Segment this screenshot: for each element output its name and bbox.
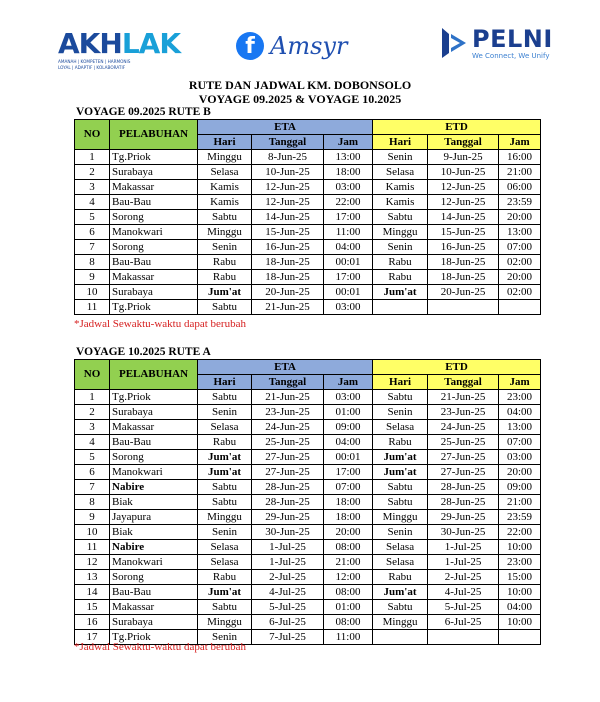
pelni-logo <box>440 26 553 61</box>
cell-etd-day: Rabu <box>373 270 428 285</box>
cell-eta-date: 1-Jul-25 <box>252 540 324 555</box>
cell-port: Makassar <box>110 600 198 615</box>
cell-port: Bau-Bau <box>110 195 198 210</box>
cell-eta-date: 27-Jun-25 <box>252 450 324 465</box>
cell-etd-day: Rabu <box>373 255 428 270</box>
cell-etd-time: 21:00 <box>499 495 541 510</box>
cell-eta-date: 18-Jun-25 <box>252 270 324 285</box>
cell-no: 5 <box>75 210 110 225</box>
table-row <box>75 240 541 255</box>
cell-port: Manokwari <box>110 555 198 570</box>
cell-etd-day: Senin <box>373 525 428 540</box>
cell-eta-time: 07:00 <box>324 480 373 495</box>
cell-etd-time: 07:00 <box>499 435 541 450</box>
cell-etd-date: 18-Jun-25 <box>428 270 499 285</box>
cell-eta-time: 00:01 <box>324 255 373 270</box>
cell-eta-time: 08:00 <box>324 585 373 600</box>
cell-etd-time: 23:00 <box>499 555 541 570</box>
cell-eta-time: 03:00 <box>324 300 373 315</box>
pelni-tagline: We Connect, We Unify <box>472 52 550 60</box>
header-etd-date: Tanggal <box>428 135 499 150</box>
cell-eta-date: 28-Jun-25 <box>252 480 324 495</box>
cell-etd-date <box>428 630 499 645</box>
cell-etd-time: 23:00 <box>499 390 541 405</box>
cell-etd-date <box>428 300 499 315</box>
cell-etd-date: 10-Jun-25 <box>428 165 499 180</box>
cell-eta-day: Sabtu <box>198 480 252 495</box>
cell-etd-date: 2-Jul-25 <box>428 570 499 585</box>
cell-eta-time: 04:00 <box>324 240 373 255</box>
cell-port: Biak <box>110 495 198 510</box>
cell-eta-day: Selasa <box>198 165 252 180</box>
cell-etd-time: 20:00 <box>499 210 541 225</box>
cell-no: 3 <box>75 180 110 195</box>
table-row <box>75 405 541 420</box>
cell-etd-date: 9-Jun-25 <box>428 150 499 165</box>
akhlak-logo <box>58 27 181 71</box>
cell-etd-date: 4-Jul-25 <box>428 585 499 600</box>
table-row <box>75 615 541 630</box>
cell-eta-time: 17:00 <box>324 270 373 285</box>
cell-eta-day: Rabu <box>198 255 252 270</box>
facebook-icon: f <box>236 32 264 60</box>
cell-eta-date: 21-Jun-25 <box>252 300 324 315</box>
voyage2-title: VOYAGE 10.2025 RUTE A <box>76 346 211 358</box>
table-row <box>75 165 541 180</box>
title-line-2: VOYAGE 09.2025 & VOYAGE 10.2025 <box>198 92 402 106</box>
cell-eta-date: 27-Jun-25 <box>252 465 324 480</box>
cell-eta-date: 10-Jun-25 <box>252 165 324 180</box>
cell-etd-day: Minggu <box>373 225 428 240</box>
table-row <box>75 465 541 480</box>
cell-eta-time: 08:00 <box>324 615 373 630</box>
cell-etd-day <box>373 630 428 645</box>
cell-eta-day: Rabu <box>198 435 252 450</box>
cell-eta-day: Sabtu <box>198 495 252 510</box>
cell-etd-date: 1-Jul-25 <box>428 555 499 570</box>
table-row <box>75 195 541 210</box>
table-row <box>75 600 541 615</box>
cell-eta-day: Sabtu <box>198 210 252 225</box>
cell-eta-day: Jum'at <box>198 450 252 465</box>
header-eta-date: Tanggal <box>252 375 324 390</box>
cell-eta-day: Minggu <box>198 510 252 525</box>
cell-port: Surabaya <box>110 615 198 630</box>
cell-etd-date: 28-Jun-25 <box>428 495 499 510</box>
cell-etd-time: 02:00 <box>499 285 541 300</box>
table-row <box>75 255 541 270</box>
cell-etd-date: 28-Jun-25 <box>428 480 499 495</box>
cell-no: 11 <box>75 300 110 315</box>
cell-etd-time: 06:00 <box>499 180 541 195</box>
cell-eta-time: 20:00 <box>324 525 373 540</box>
cell-no: 5 <box>75 450 110 465</box>
table-row <box>75 540 541 555</box>
cell-etd-time <box>499 300 541 315</box>
cell-eta-time: 17:00 <box>324 210 373 225</box>
cell-no: 8 <box>75 255 110 270</box>
cell-eta-day: Jum'at <box>198 465 252 480</box>
header-etd-date: Tanggal <box>428 375 499 390</box>
cell-port: Tg.Priok <box>110 150 198 165</box>
cell-etd-day: Senin <box>373 405 428 420</box>
cell-no: 15 <box>75 600 110 615</box>
cell-eta-time: 21:00 <box>324 555 373 570</box>
cell-etd-date: 5-Jul-25 <box>428 600 499 615</box>
cell-eta-date: 24-Jun-25 <box>252 420 324 435</box>
cell-no: 7 <box>75 240 110 255</box>
cell-no: 13 <box>75 570 110 585</box>
cell-eta-time: 17:00 <box>324 465 373 480</box>
cell-etd-date: 20-Jun-25 <box>428 285 499 300</box>
header-no: NO <box>75 120 110 150</box>
cell-eta-date: 12-Jun-25 <box>252 180 324 195</box>
cell-etd-date: 21-Jun-25 <box>428 390 499 405</box>
cell-eta-time: 11:00 <box>324 225 373 240</box>
table-row <box>75 270 541 285</box>
cell-etd-time: 02:00 <box>499 255 541 270</box>
cell-eta-day: Sabtu <box>198 390 252 405</box>
cell-eta-time: 22:00 <box>324 195 373 210</box>
cell-port: Biak <box>110 525 198 540</box>
cell-eta-day: Rabu <box>198 270 252 285</box>
cell-eta-date: 1-Jul-25 <box>252 555 324 570</box>
table-row <box>75 225 541 240</box>
cell-port: Surabaya <box>110 405 198 420</box>
table-row <box>75 495 541 510</box>
cell-eta-date: 29-Jun-25 <box>252 510 324 525</box>
cell-etd-date: 27-Jun-25 <box>428 450 499 465</box>
cell-eta-time: 01:00 <box>324 600 373 615</box>
cell-eta-time: 11:00 <box>324 630 373 645</box>
cell-eta-day: Rabu <box>198 570 252 585</box>
cell-port: Tg.Priok <box>110 630 198 645</box>
cell-etd-day: Jum'at <box>373 285 428 300</box>
table-row <box>75 180 541 195</box>
cell-etd-day: Sabtu <box>373 495 428 510</box>
cell-etd-date: 12-Jun-25 <box>428 195 499 210</box>
cell-port: Tg.Priok <box>110 300 198 315</box>
cell-port: Bau-Bau <box>110 585 198 600</box>
cell-etd-day: Selasa <box>373 555 428 570</box>
cell-etd-time: 03:00 <box>499 450 541 465</box>
table-row <box>75 480 541 495</box>
table-row <box>75 390 541 405</box>
cell-etd-day: Kamis <box>373 180 428 195</box>
cell-etd-date: 23-Jun-25 <box>428 405 499 420</box>
header-eta-date: Tanggal <box>252 135 324 150</box>
header-eta-day: Hari <box>198 375 252 390</box>
cell-no: 4 <box>75 195 110 210</box>
cell-etd-date: 25-Jun-25 <box>428 435 499 450</box>
cell-port: Sorong <box>110 210 198 225</box>
cell-no: 16 <box>75 615 110 630</box>
cell-eta-day: Senin <box>198 525 252 540</box>
cell-etd-time: 21:00 <box>499 165 541 180</box>
header-no: NO <box>75 360 110 390</box>
voyage1-table <box>74 119 541 315</box>
cell-eta-date: 18-Jun-25 <box>252 255 324 270</box>
cell-no: 11 <box>75 540 110 555</box>
cell-no: 2 <box>75 405 110 420</box>
cell-no: 8 <box>75 495 110 510</box>
cell-eta-date: 16-Jun-25 <box>252 240 324 255</box>
voyage1-note: *Jadwal Sewaktu-waktu dapat berubah <box>74 318 246 330</box>
cell-eta-time: 01:00 <box>324 405 373 420</box>
cell-eta-day: Senin <box>198 405 252 420</box>
header-etd-time: Jam <box>499 135 541 150</box>
cell-no: 10 <box>75 525 110 540</box>
cell-port: Jayapura <box>110 510 198 525</box>
cell-etd-day: Jum'at <box>373 465 428 480</box>
cell-eta-day: Minggu <box>198 225 252 240</box>
cell-port: Bau-Bau <box>110 435 198 450</box>
cell-eta-time: 04:00 <box>324 435 373 450</box>
header-etd: ETD <box>373 360 541 375</box>
cell-etd-date: 12-Jun-25 <box>428 180 499 195</box>
table-row <box>75 525 541 540</box>
cell-etd-time: 13:00 <box>499 225 541 240</box>
cell-etd-date: 29-Jun-25 <box>428 510 499 525</box>
header-eta: ETA <box>198 360 373 375</box>
table-row <box>75 300 541 315</box>
table-row <box>75 450 541 465</box>
cell-no: 1 <box>75 390 110 405</box>
cell-eta-day: Jum'at <box>198 285 252 300</box>
document-title <box>0 78 600 106</box>
amsyr-text: Amsyr <box>270 32 348 60</box>
cell-etd-day: Selasa <box>373 420 428 435</box>
cell-no: 12 <box>75 555 110 570</box>
table-row <box>75 585 541 600</box>
cell-eta-date: 15-Jun-25 <box>252 225 324 240</box>
cell-eta-time: 00:01 <box>324 285 373 300</box>
header-eta-time: Jam <box>324 135 373 150</box>
cell-eta-day: Senin <box>198 630 252 645</box>
voyage1-title: VOYAGE 09.2025 RUTE B <box>76 106 211 118</box>
header-port: PELABUHAN <box>110 120 198 150</box>
amsyr-facebook-logo <box>236 32 347 60</box>
cell-etd-time: 22:00 <box>499 525 541 540</box>
cell-eta-time: 08:00 <box>324 540 373 555</box>
cell-eta-date: 20-Jun-25 <box>252 285 324 300</box>
cell-etd-time: 09:00 <box>499 480 541 495</box>
cell-etd-time: 23:59 <box>499 195 541 210</box>
header-port: PELABUHAN <box>110 360 198 390</box>
table-row <box>75 150 541 165</box>
cell-etd-day: Selasa <box>373 165 428 180</box>
cell-etd-day: Kamis <box>373 195 428 210</box>
cell-etd-time: 23:59 <box>499 510 541 525</box>
cell-eta-day: Minggu <box>198 150 252 165</box>
cell-no: 14 <box>75 585 110 600</box>
cell-port: Manokwari <box>110 465 198 480</box>
cell-etd-day <box>373 300 428 315</box>
cell-etd-day: Minggu <box>373 615 428 630</box>
cell-eta-time: 13:00 <box>324 150 373 165</box>
cell-etd-day: Senin <box>373 240 428 255</box>
table-row <box>75 510 541 525</box>
header-eta-time: Jam <box>324 375 373 390</box>
cell-port: Makassar <box>110 420 198 435</box>
header-etd-time: Jam <box>499 375 541 390</box>
table-row <box>75 210 541 225</box>
cell-port: Bau-Bau <box>110 255 198 270</box>
cell-etd-day: Sabtu <box>373 210 428 225</box>
cell-etd-day: Senin <box>373 150 428 165</box>
cell-no: 7 <box>75 480 110 495</box>
cell-etd-time: 20:00 <box>499 465 541 480</box>
cell-etd-time: 04:00 <box>499 405 541 420</box>
cell-etd-day: Sabtu <box>373 600 428 615</box>
header-eta: ETA <box>198 120 373 135</box>
cell-etd-time: 13:00 <box>499 420 541 435</box>
cell-etd-day: Jum'at <box>373 450 428 465</box>
voyage2-note: *Jadwal Sewaktu-waktu dapat berubah <box>74 641 246 653</box>
cell-etd-date: 27-Jun-25 <box>428 465 499 480</box>
cell-etd-time: 16:00 <box>499 150 541 165</box>
cell-etd-day: Sabtu <box>373 390 428 405</box>
cell-eta-day: Kamis <box>198 195 252 210</box>
pelni-wordmark: PELNI <box>472 25 553 53</box>
cell-etd-day: Jum'at <box>373 585 428 600</box>
cell-eta-date: 14-Jun-25 <box>252 210 324 225</box>
cell-port: Surabaya <box>110 165 198 180</box>
cell-etd-date: 15-Jun-25 <box>428 225 499 240</box>
cell-etd-time: 10:00 <box>499 585 541 600</box>
cell-eta-date: 5-Jul-25 <box>252 600 324 615</box>
cell-port: Tg.Priok <box>110 390 198 405</box>
table-row <box>75 285 541 300</box>
akhlak-wordmark: AKHLAK <box>58 27 181 60</box>
cell-eta-time: 09:00 <box>324 420 373 435</box>
cell-etd-day: Selasa <box>373 540 428 555</box>
cell-no: 9 <box>75 510 110 525</box>
cell-port: Sorong <box>110 240 198 255</box>
logo-bar <box>0 20 600 80</box>
cell-eta-date: 12-Jun-25 <box>252 195 324 210</box>
cell-eta-time: 18:00 <box>324 165 373 180</box>
cell-eta-date: 23-Jun-25 <box>252 405 324 420</box>
cell-etd-time: 15:00 <box>499 570 541 585</box>
cell-eta-time: 12:00 <box>324 570 373 585</box>
cell-etd-time: 10:00 <box>499 540 541 555</box>
cell-etd-time <box>499 630 541 645</box>
cell-eta-day: Minggu <box>198 615 252 630</box>
cell-no: 9 <box>75 270 110 285</box>
table-row <box>75 420 541 435</box>
cell-eta-time: 18:00 <box>324 495 373 510</box>
title-line-1: RUTE DAN JADWAL KM. DOBONSOLO <box>188 78 412 92</box>
cell-etd-time: 20:00 <box>499 270 541 285</box>
cell-etd-date: 14-Jun-25 <box>428 210 499 225</box>
cell-eta-time: 00:01 <box>324 450 373 465</box>
cell-port: Surabaya <box>110 285 198 300</box>
table-row <box>75 570 541 585</box>
cell-etd-day: Sabtu <box>373 480 428 495</box>
cell-eta-day: Sabtu <box>198 600 252 615</box>
cell-eta-day: Selasa <box>198 555 252 570</box>
cell-no: 6 <box>75 225 110 240</box>
cell-eta-day: Kamis <box>198 180 252 195</box>
cell-etd-date: 16-Jun-25 <box>428 240 499 255</box>
voyage2-table <box>74 359 541 645</box>
cell-eta-date: 4-Jul-25 <box>252 585 324 600</box>
cell-eta-day: Selasa <box>198 540 252 555</box>
cell-eta-date: 2-Jul-25 <box>252 570 324 585</box>
cell-etd-date: 30-Jun-25 <box>428 525 499 540</box>
cell-eta-time: 03:00 <box>324 390 373 405</box>
cell-no: 6 <box>75 465 110 480</box>
header-etd-day: Hari <box>373 375 428 390</box>
cell-eta-day: Sabtu <box>198 300 252 315</box>
table-row <box>75 435 541 450</box>
cell-etd-time: 07:00 <box>499 240 541 255</box>
cell-etd-date: 1-Jul-25 <box>428 540 499 555</box>
cell-port: Makassar <box>110 180 198 195</box>
cell-etd-day: Rabu <box>373 570 428 585</box>
cell-etd-date: 24-Jun-25 <box>428 420 499 435</box>
cell-no: 10 <box>75 285 110 300</box>
cell-port: Nabire <box>110 540 198 555</box>
cell-no: 4 <box>75 435 110 450</box>
akhlak-tagline: AMANAH | KOMPETEN | HARMONIS LOYAL | ADAPTIF | KOLABORATIF <box>58 59 131 70</box>
cell-etd-day: Rabu <box>373 435 428 450</box>
cell-eta-date: 25-Jun-25 <box>252 435 324 450</box>
cell-eta-date: 7-Jul-25 <box>252 630 324 645</box>
table-row <box>75 555 541 570</box>
cell-eta-day: Senin <box>198 240 252 255</box>
cell-etd-date: 6-Jul-25 <box>428 615 499 630</box>
cell-etd-time: 10:00 <box>499 615 541 630</box>
cell-eta-date: 28-Jun-25 <box>252 495 324 510</box>
cell-eta-day: Selasa <box>198 420 252 435</box>
cell-eta-time: 03:00 <box>324 180 373 195</box>
cell-no: 3 <box>75 420 110 435</box>
header-eta-day: Hari <box>198 135 252 150</box>
cell-no: 17 <box>75 630 110 645</box>
cell-eta-time: 18:00 <box>324 510 373 525</box>
cell-etd-time: 04:00 <box>499 600 541 615</box>
pelni-emblem-icon <box>440 26 468 60</box>
cell-port: Makassar <box>110 270 198 285</box>
header-etd-day: Hari <box>373 135 428 150</box>
cell-port: Manokwari <box>110 225 198 240</box>
cell-no: 1 <box>75 150 110 165</box>
cell-etd-date: 18-Jun-25 <box>428 255 499 270</box>
cell-port: Sorong <box>110 450 198 465</box>
cell-etd-day: Minggu <box>373 510 428 525</box>
cell-eta-date: 8-Jun-25 <box>252 150 324 165</box>
cell-eta-date: 30-Jun-25 <box>252 525 324 540</box>
header-etd: ETD <box>373 120 541 135</box>
cell-eta-day: Jum'at <box>198 585 252 600</box>
cell-port: Nabire <box>110 480 198 495</box>
cell-port: Sorong <box>110 570 198 585</box>
cell-eta-date: 21-Jun-25 <box>252 390 324 405</box>
cell-no: 2 <box>75 165 110 180</box>
cell-eta-date: 6-Jul-25 <box>252 615 324 630</box>
